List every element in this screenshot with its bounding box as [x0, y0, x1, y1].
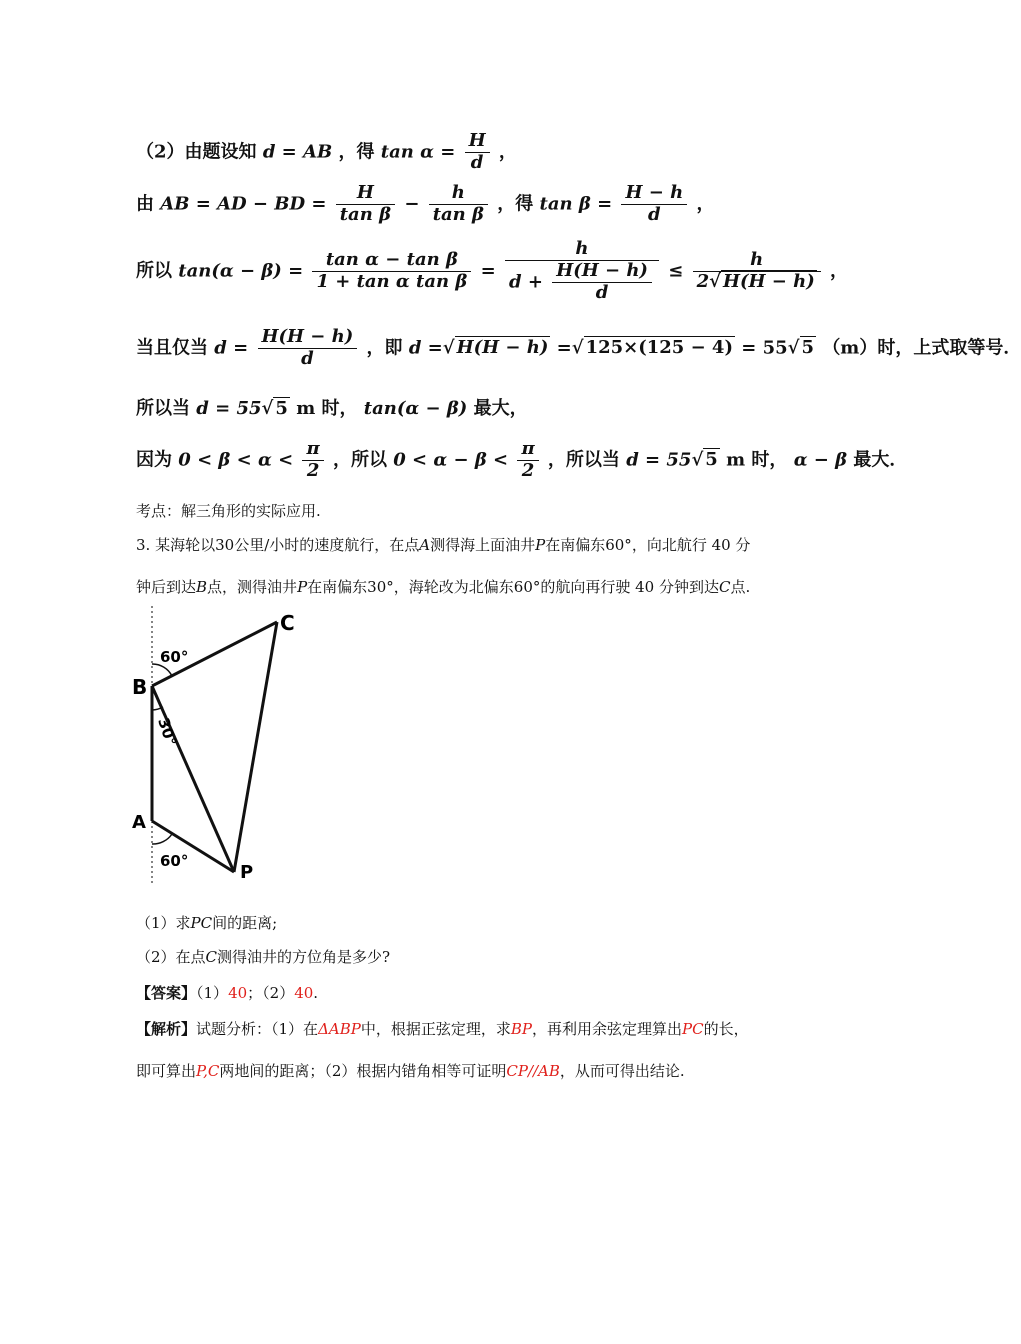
angle-arc-bot: [152, 834, 172, 844]
text: （2）由题设知: [136, 141, 257, 163]
text: ，向北航行 40 分: [631, 536, 751, 554]
den-part: d +: [508, 271, 543, 293]
text: ，海轮改为北偏东: [393, 578, 514, 596]
math-highlight: ΔABP: [318, 1020, 361, 1038]
angle-label-mid: 30°: [154, 715, 181, 749]
math-var: P: [535, 536, 546, 554]
math-expr: tan(α − β) =: [178, 260, 304, 282]
math-expr: tan α =: [380, 141, 456, 163]
numerator: h: [693, 251, 821, 272]
text: ，所以当: [547, 449, 620, 471]
equals: =: [556, 337, 572, 359]
text: 钟后到达: [136, 578, 197, 596]
solution-line-1: [136, 132, 517, 173]
denominator: d: [301, 347, 314, 369]
label-p: P: [240, 862, 254, 883]
answer-line: [136, 982, 318, 1003]
fraction: [517, 440, 538, 481]
segment-cp: [234, 622, 277, 872]
text: 在南偏东: [307, 578, 368, 596]
math-expr: d =: [408, 337, 443, 359]
math-var: B: [196, 578, 208, 596]
numerator: π: [517, 440, 538, 461]
text: ，得: [497, 193, 534, 215]
text: 点，测得油井: [207, 578, 298, 596]
denominator: d: [648, 203, 661, 225]
math-expr: α − β: [793, 449, 848, 471]
math-expr: d = 55: [626, 449, 692, 471]
question-1: [136, 912, 277, 933]
math-var: C: [205, 948, 218, 966]
math-angle: 60°: [513, 578, 541, 596]
math-angle: 60°: [605, 536, 632, 554]
text: 在南偏东: [545, 536, 606, 554]
fraction: [693, 248, 821, 292]
fraction: [336, 184, 395, 225]
math-expr: d =: [214, 337, 249, 359]
math-highlight: P,C: [196, 1062, 220, 1080]
text: 两地间的距离；（2）根据内错角相等可证明: [219, 1062, 507, 1080]
fraction: [429, 184, 488, 225]
text: 3. 某海轮以: [136, 536, 216, 554]
text: 当且仅当: [136, 337, 208, 359]
math-expr: d = AB: [262, 141, 333, 163]
minus: −: [404, 193, 420, 215]
label-b: B: [132, 675, 148, 699]
math-expr: tan(α − β): [363, 398, 468, 419]
question-2: [136, 946, 390, 967]
math-expr: AB = AD − BD =: [160, 193, 327, 215]
text: 公里/小时的速度航行，在点: [234, 536, 420, 554]
math-expr: 0 < α − β <: [393, 449, 509, 471]
solution-line-6: 因为 0 < β < α < $\frac{\pi}{2}$ ，所以 0 < α − β < $\frac{\pi}{2}$ ，所以当 d = 55√ 5 m 时， α − β 最大．: [136, 438, 908, 481]
denominator: d: [595, 281, 609, 303]
problem-line-1: [136, 534, 750, 555]
denominator: d: [470, 151, 484, 173]
solution-line-2: [136, 184, 714, 225]
numerator: tan α − tan β: [312, 251, 471, 272]
geometry-figure: [130, 606, 300, 886]
numerator: H − h: [621, 184, 687, 205]
text: 试题分析：（1）在: [196, 1020, 319, 1038]
math-var: P: [297, 578, 308, 596]
math-expr: tan β =: [539, 193, 613, 215]
text: m 时，: [296, 398, 358, 419]
fraction: [302, 440, 323, 481]
segment-bp: [152, 686, 234, 872]
fraction: [621, 184, 687, 225]
fraction: [505, 240, 659, 303]
text: 测得海上面油井: [430, 536, 536, 554]
answer-value-1: 40: [228, 984, 248, 1002]
solution-line-3: [136, 240, 848, 303]
math-var: PC: [190, 914, 213, 932]
solution-line-4: 当且仅当 d = $\frac{H(H - h)}{d}$ ，即 d =√ H(H − h) =√ 125×(125 − 4) = 55√ 5 （m）时，上式取等号．: [136, 326, 1021, 369]
text: 所以: [136, 260, 172, 282]
sqrt-content: H(H − h): [456, 337, 549, 359]
math-angle: 30°: [367, 578, 394, 596]
math-expr: = 55: [741, 337, 788, 359]
text: （1）求: [136, 914, 191, 932]
angle-label-bot: 60°: [160, 852, 189, 870]
denominator: 2√ H(H − h): [696, 270, 815, 292]
sqrt-content: 125×(125 − 4): [585, 337, 733, 359]
denominator: 2: [306, 459, 320, 481]
numerator: H(H − h): [552, 262, 652, 283]
text: ，再利用余弦定理算出: [531, 1020, 682, 1038]
answer-value-2: 40: [294, 984, 314, 1002]
text: ，所以: [332, 449, 387, 471]
text: （1）: [196, 984, 229, 1002]
text: ，: [830, 260, 848, 282]
sqrt-content: 5: [801, 337, 815, 359]
math-number: 30: [215, 536, 235, 554]
math-highlight: CP//AB: [506, 1062, 560, 1080]
numerator: h: [505, 240, 659, 261]
answer-label: 【答案】: [136, 984, 197, 1002]
text: 测得油井的方位角是多少?: [217, 948, 391, 966]
math-highlight: PC: [682, 1020, 704, 1038]
nested-fraction: [552, 259, 652, 303]
text: 即可算出: [136, 1062, 197, 1080]
text: ，: [696, 193, 715, 215]
denominator: 2: [521, 459, 535, 481]
text: ；（2）: [247, 984, 295, 1002]
problem-line-2: [136, 576, 750, 597]
text: 由: [136, 193, 154, 215]
math-var: A: [419, 536, 431, 554]
numerator: H: [465, 132, 490, 153]
text: .: [313, 984, 319, 1002]
text: 点.: [730, 578, 751, 596]
fraction: [465, 132, 490, 173]
text: （2）在点: [136, 948, 206, 966]
text: 最大．: [853, 449, 908, 471]
numerator: H(H − h): [258, 328, 358, 349]
text: 最大，: [473, 398, 528, 419]
denominator: tan β: [432, 203, 484, 225]
math-highlight: BP: [510, 1020, 532, 1038]
text: 的航向再行驶 40 分钟到达: [540, 578, 719, 596]
denominator: 1 + tan α tan β: [316, 270, 468, 292]
angle-label-top: 60°: [160, 648, 189, 666]
sqrt-content: 5: [705, 449, 718, 471]
text: 因为: [136, 449, 172, 471]
sqrt-content: H(H − h): [722, 270, 815, 292]
text: （m）时，上式取等号．: [822, 337, 1021, 359]
fraction: [258, 328, 358, 369]
numerator: π: [302, 440, 323, 461]
numerator: h: [429, 184, 488, 205]
label-a: A: [132, 812, 146, 833]
text: ，即: [366, 337, 403, 359]
text: 间的距离;: [212, 914, 278, 932]
analysis-line-1: [136, 1018, 749, 1039]
analysis-label: 【解析】: [136, 1020, 197, 1038]
text: 的长，: [703, 1020, 749, 1038]
analysis-line-2: [136, 1060, 685, 1081]
label-c: C: [280, 611, 295, 635]
kaodian-line: 考点：解三角形的实际应用.: [136, 502, 321, 520]
text: ，得: [338, 141, 375, 163]
math-var: C: [719, 578, 731, 596]
text: 所以当: [136, 398, 190, 419]
math-expr: d = 55: [196, 398, 262, 419]
sqrt-content: 5: [275, 398, 288, 419]
denominator: [505, 261, 659, 303]
text: m 时，: [726, 449, 788, 471]
leq: ≤: [668, 260, 684, 282]
den-part: 2: [696, 270, 710, 292]
text: 中，根据正弦定理，求: [360, 1020, 511, 1038]
denominator: tan β: [339, 203, 392, 225]
equals: =: [480, 260, 496, 282]
fraction: [312, 248, 471, 292]
math-expr: 0 < β < α <: [178, 449, 294, 471]
text: ，: [498, 141, 517, 163]
solution-line-5: 所以当 d = 55√ 5 m 时， tan(α − β) 最大，: [136, 398, 528, 419]
text: ，从而可得出结论.: [559, 1062, 685, 1080]
numerator: H: [336, 184, 395, 205]
